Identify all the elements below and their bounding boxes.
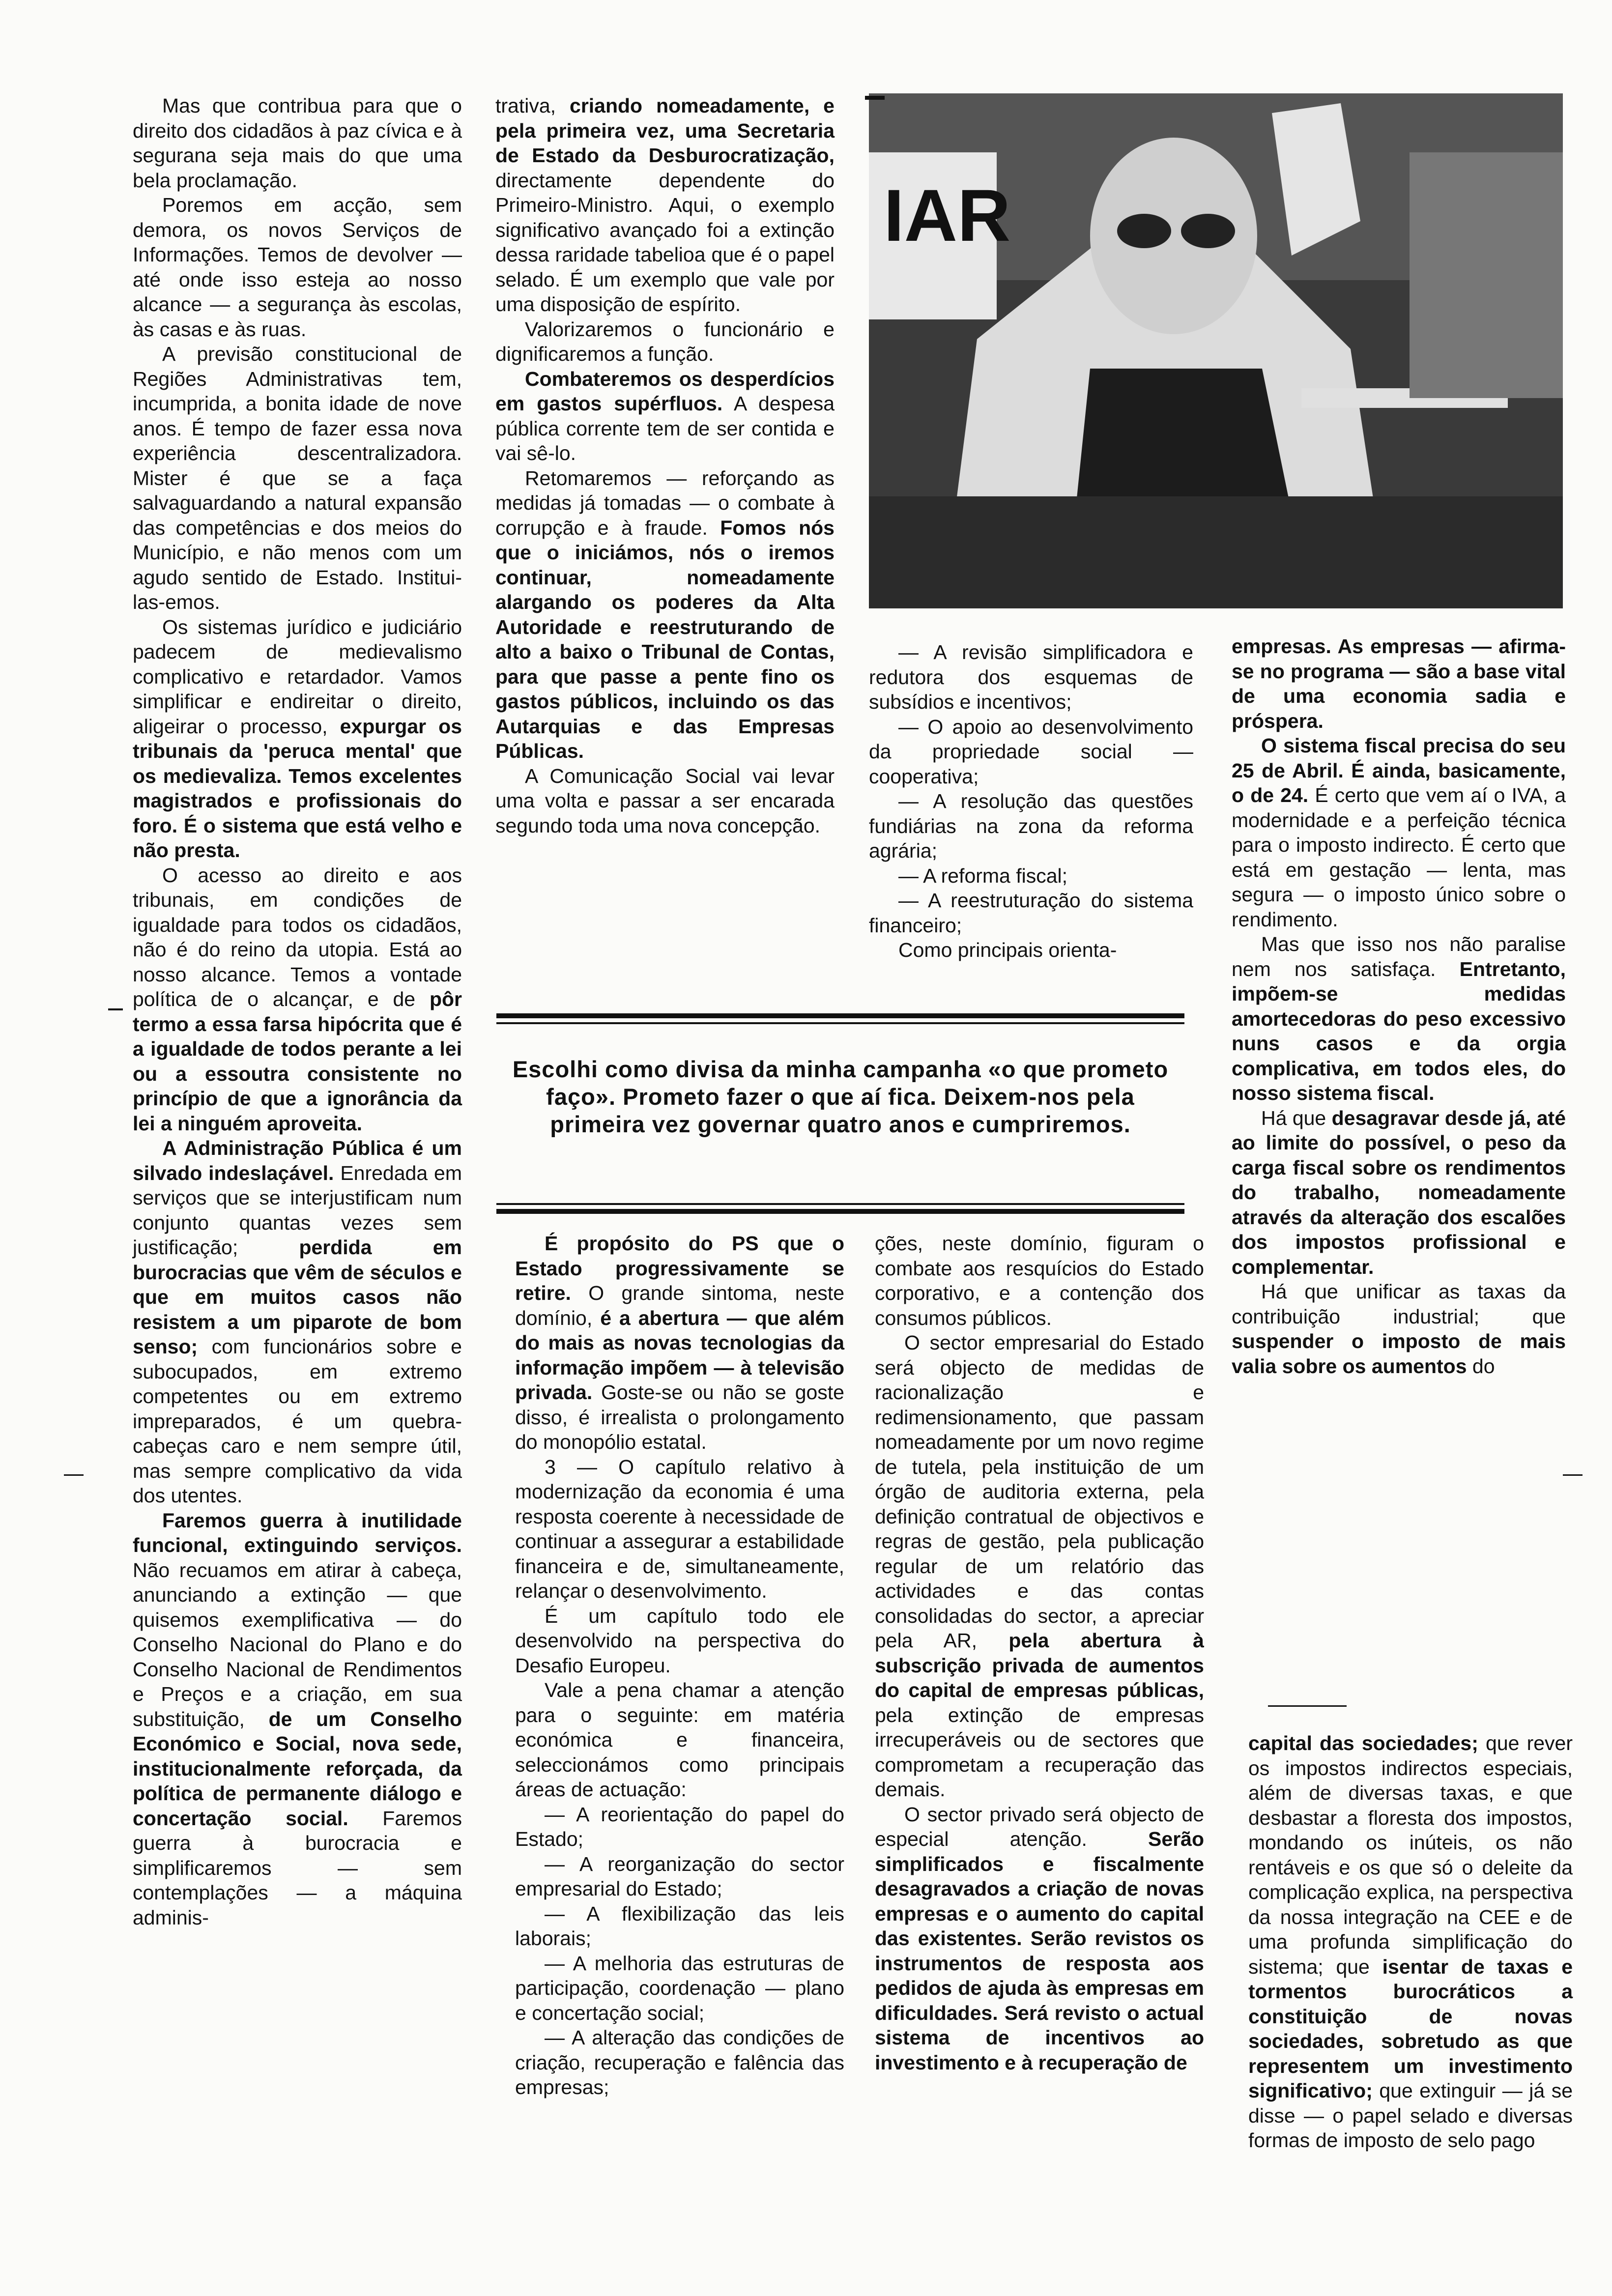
text-run: Há que xyxy=(1261,1106,1332,1129)
text-run: Goste-se ou não se goste disso, é irrealista o prolongamento do monopólio estatal. xyxy=(515,1381,844,1453)
column-2 xyxy=(495,93,835,838)
text-run: Valorizaremos o funcionário e dignificaremos a função. xyxy=(495,317,835,365)
margin-mark-left xyxy=(64,1474,84,1476)
text-run: ções, neste domínio, figuram o combate aos resquícios do Estado corporativo, e a contenção dos consumos públicos. xyxy=(875,1232,1204,1329)
text-run: 3 — O capítulo relativo à modernização da economia é uma resposta coerente à necessidade de continuar a assegurar a estabilidade financeira e de, simultaneamente, relançar o desenvolvimento. xyxy=(515,1455,844,1602)
text-run: É um capítulo todo ele desenvolvido na perspectiva do Desafio Europeu. xyxy=(515,1604,844,1677)
text-run: directamente dependente do Primeiro-Ministro. Aqui, o exemplo significativo avançado foi a extinção dessa raridade tabelioa que é o papel selado. É um exemplo que vale por uma disposição de espírito. xyxy=(495,169,835,316)
paragraph xyxy=(869,789,1193,863)
paragraph xyxy=(515,1604,844,1678)
rule-bottom-thick xyxy=(496,1209,1184,1214)
text-run: — A alteração das condições de criação, recuperação e falência das empresas; xyxy=(515,2026,844,2098)
text-run: — A revisão simplificadora e redutora dos esquemas de subsídios e incentivos; xyxy=(869,641,1193,713)
pull-quote: Escolhi como divisa da minha campanha «o que prometo faço». Prometo fazer o que aí fica. Deixem-nos pela primeira vez governar quatro anos e cumpriremos. xyxy=(512,1056,1169,1137)
paragraph xyxy=(515,1901,844,1951)
text-run: O acesso ao direito e aos tribunais, em condições de igualdade para todos os cidadãos, não é do reino da utopia. Está ao nosso alcance. Temos a vontade política de o alcançar, e de xyxy=(133,863,462,1010)
text-run: — A flexibilização das leis laborais; xyxy=(515,1902,844,1950)
photo-sign-text: IAR xyxy=(884,174,1011,257)
text-run: É certo que vem aí o IVA, a modernidade e a perfeição técnica para o imposto indirecto. É certo que está em gestação — lenta, mas segura — o imposto único sobre o rendimento. xyxy=(1232,784,1566,931)
bold-run: A Administração Pública é um silvado indeslaçável. xyxy=(133,1137,462,1184)
column-5 xyxy=(515,1231,844,2100)
text-run: Os sistemas jurídico e judiciário padecem de medievalismo complicativo e retardador. Vamos simplificar e endireitar o direito, aligeirar o processo, xyxy=(133,615,462,738)
paragraph xyxy=(1232,1279,1566,1378)
paragraph xyxy=(515,2025,844,2100)
photo-politician-speaking xyxy=(869,93,1563,608)
paragraph xyxy=(875,1231,1204,1330)
paragraph xyxy=(515,1802,844,1852)
text-run: A Comunicação Social vai levar uma volta e passar a ser encarada segundo toda uma nova concepção. xyxy=(495,764,835,837)
bold-run: pôr termo a essa farsa hipócrita que é a igualdade de todos perante a lei ou a essoutra consistente no princípio de que a ignorância da lei a ninguém aproveita. xyxy=(133,988,462,1135)
rule-bottom-thin xyxy=(496,1203,1184,1205)
bold-run: criando nomeadamente, e pela primeira vez, uma Secretaria de Estado da Desburocratização, xyxy=(495,94,835,167)
text-run: — A reestruturação do sistema financeiro; xyxy=(869,889,1193,937)
paragraph xyxy=(1232,1106,1566,1280)
paragraph xyxy=(1232,932,1566,1106)
paragraph xyxy=(495,764,835,838)
bold-run: O sistema fiscal precisa do seu 25 de Abril. É ainda, basicamente, o de 24. xyxy=(1232,734,1566,806)
photo-image xyxy=(869,93,1563,608)
paragraph xyxy=(133,863,462,1136)
paragraph xyxy=(133,1508,462,1930)
margin-mark xyxy=(108,1008,123,1010)
paragraph xyxy=(133,342,462,615)
bold-run: suspender o imposto de mais valia sobre os aumentos xyxy=(1232,1330,1566,1378)
paragraph xyxy=(133,193,462,342)
margin-mark-right xyxy=(1563,1474,1583,1476)
text-run: Retomaremos — reforçando as medidas já tomadas — o combate à corrupção e à fraude. xyxy=(495,466,835,539)
bold-run: Fomos nós que o iniciámos, nós o iremos continuar, nomeadamente alargando os poderes da Alta Autoridade e reestruturando de alto a baixo o Tribunal de Contas, para que passe a pente fino os gastos públicos, incluindo os das Autarquias e das Empresas Públicas. xyxy=(495,516,835,762)
text-run: Mas que contribua para que o direito dos cidadãos à paz cívica e à segurana seja mais do que uma bela proclamação. xyxy=(133,94,462,192)
text-run: Enredada em serviços que se interjustificam num conjunto quantas vezes sem justificação; xyxy=(133,1161,462,1259)
paragraph xyxy=(495,367,835,466)
bold-run: é a abertura — que além do mais as novas tecnologias da informação impõem — à televisão privada. xyxy=(515,1306,844,1404)
text-run: que rever os impostos indirectos especiais, além de diversas taxas, e que desbastar a floresta dos impostos, mondando os inúteis, os não rentáveis e os que só o deleite da complicação explica, na perspectiva da nossa integração na CEE e de uma profunda simplificação do sistema; que xyxy=(1248,1732,1573,1978)
paragraph xyxy=(515,1455,844,1604)
text-run: do xyxy=(1467,1354,1495,1378)
bold-run: expurgar os tribunais da 'peruca mental' que os medievaliza. Temos excelentes magistrados e profissionais do foro. É o sistema que está velho e não presta. xyxy=(133,715,462,861)
bold-run: isentar de taxas e tormentos burocráticos a constituição de novas sociedades, sobretudo as que representem um investimento significativo; xyxy=(1248,1955,1573,2102)
paragraph xyxy=(875,1330,1204,1802)
bold-run: de um Conselho Económico e Social, nova sede, institucionalmente reforçada, da política de permanente diálogo e concertação social. xyxy=(133,1707,462,1830)
paragraph xyxy=(495,93,835,317)
paragraph xyxy=(869,938,1193,963)
paragraph xyxy=(515,1951,844,2026)
text-run: — A resolução das questões fundiárias na zona da reforma agrária; xyxy=(869,790,1193,862)
text-run: com funcionários sobre e subocupados, em extremo competentes ou em extremo impreparados, é um quebra-cabeças caro e nem sempre útil, mas sempre complicativo da vida dos utentes. xyxy=(133,1335,462,1507)
text-run: O grande sintoma, neste domínio, xyxy=(515,1282,844,1329)
text-run: — A reorientação do papel do Estado; xyxy=(515,1803,844,1850)
text-run: Há que unificar as taxas da contribuição industrial; que xyxy=(1232,1280,1566,1328)
text-run: pela extinção de empresas irrecuperáveis ou de sectores que comprometam a recuperação das demais. xyxy=(875,1703,1204,1801)
text-run: — O apoio ao desenvolvimento da propriedade social — cooperativa; xyxy=(869,715,1193,788)
column-4 xyxy=(1232,634,1566,1378)
paragraph xyxy=(869,888,1193,938)
column-6 xyxy=(875,1231,1204,2075)
paragraph xyxy=(869,640,1193,715)
bold-run: Combateremos os desperdícios em gastos supérfluos. xyxy=(495,367,835,415)
bold-run: desagravar desde já, até ao limite do possível, o peso da carga fiscal sobre os rendimentos do trabalho, nomeadamente através da alteração dos escalões dos impostos profissional e complementar. xyxy=(1232,1106,1566,1278)
rule-top-thick xyxy=(496,1013,1184,1018)
paragraph xyxy=(875,1802,1204,2075)
paragraph xyxy=(869,863,1193,889)
bold-run: pela abertura à subscrição privada de aumentos do capital de empresas públicas, xyxy=(875,1629,1204,1701)
bold-run: perdida em burocracias que vêm de séculos e que em muitos casos não resistem a um piparote de bom senso; xyxy=(133,1236,462,1358)
text-run: Mas que isso nos não paralise nem nos satisfaça. xyxy=(1232,933,1566,980)
paragraph xyxy=(1232,733,1566,932)
text-run: Faremos guerra à burocracia e simplificaremos — sem contemplações — a máquina adminis- xyxy=(133,1807,462,1929)
column-3 xyxy=(869,640,1193,963)
text-run: Vale a pena chamar a atenção para o seguinte: em matéria económica e financeira, seleccionámos como principais áreas de actuação: xyxy=(515,1679,844,1801)
text-run: trativa, xyxy=(495,94,570,117)
paragraph xyxy=(1248,1731,1573,2153)
paragraph xyxy=(515,1678,844,1802)
paragraph xyxy=(133,1136,462,1508)
text-run: O sector empresarial do Estado será objecto de medidas de racionalização e redimensionamento, que passam nomeadamente por um novo regime de tutela, pela instituição de um órgão de auditoria externa, pela definição contratual de objectivos e regras de gestão, pela publicação regular de um relatório das actividades e das contas consolidadas do sector, a apreciar pela AR, xyxy=(875,1331,1204,1652)
text-run: que extinguir — já se disse — o papel selado e diversas formas de imposto de selo pago xyxy=(1248,2079,1573,2152)
text-run: — A melhoria das estruturas de participação, coordenação — plano e concertação social; xyxy=(515,1952,844,2024)
text-run: — A reorganização do sector empresarial do Estado; xyxy=(515,1852,844,1900)
text-run: A despesa pública corrente tem de ser contida e vai sê-lo. xyxy=(495,392,835,464)
column-1 xyxy=(133,93,462,1930)
bold-run: Faremos guerra à inutilidade funcional, extinguindo serviços. xyxy=(133,1509,462,1556)
paragraph xyxy=(515,1852,844,1901)
photo-corner-mark xyxy=(865,96,885,100)
text-run: Não recuamos em atirar à cabeça, anunciando a extinção — que quisemos exemplificativa — do Conselho Nacional do Plano e do Conselho Nacional de Rendimentos e Preços e a criação, em sua substituição, xyxy=(133,1558,462,1730)
paragraph xyxy=(495,317,835,367)
paragraph xyxy=(133,93,462,193)
bold-run: Serão simplificados e fiscalmente desagravados a criação de novas empresas e o aumento do capital das existentes. Serão revistos os instrumentos de resposta aos pedidos de ajuda às empresas em dificuldades. Será revisto o actual sistema de incentivos ao investimento e à recuperação de xyxy=(875,1828,1204,2074)
paragraph xyxy=(1232,634,1566,733)
paragraph xyxy=(869,715,1193,789)
text-run: Como principais orienta- xyxy=(898,939,1117,961)
text-run: Poremos em acção, sem demora, os novos Serviços de Informações. Temos de devolver — até onde isso esteja ao nosso alcance — a segurança às escolas, às casas e às ruas. xyxy=(133,194,462,341)
bold-run: É propósito do PS que o Estado progressivamente se retire. xyxy=(515,1232,844,1304)
bold-run: capital das sociedades; xyxy=(1248,1732,1478,1754)
text-run: — A reforma fiscal; xyxy=(898,864,1068,887)
paragraph xyxy=(495,466,835,764)
rule-top-thin xyxy=(496,1022,1184,1024)
bold-run: empresas. As empresas — afirma-se no programa — são a base vital de uma economia sadia e próspera. xyxy=(1232,635,1566,732)
column-7 xyxy=(1248,1731,1573,2153)
bold-run: Entretanto, impõem-se medidas amortecedoras do peso excessivo nuns casos e da orgia complicativa, em todos eles, do nosso sistema fiscal. xyxy=(1232,957,1566,1104)
short-rule xyxy=(1268,1705,1347,1707)
paragraph xyxy=(515,1231,844,1455)
text-run: O sector privado será objecto de especial atenção. xyxy=(875,1803,1204,1850)
paragraph xyxy=(133,615,462,863)
text-run: A previsão constitucional de Regiões Administrativas tem, incumprida, a bonita idade de nove anos. É tempo de fazer essa nova experiência descentralizadora. Mister é que se a faça salvaguardando a natural expansão das competências e dos meios do Município, e não menos com um agudo sentido de Estado. Institui-las-emos. xyxy=(133,343,462,613)
